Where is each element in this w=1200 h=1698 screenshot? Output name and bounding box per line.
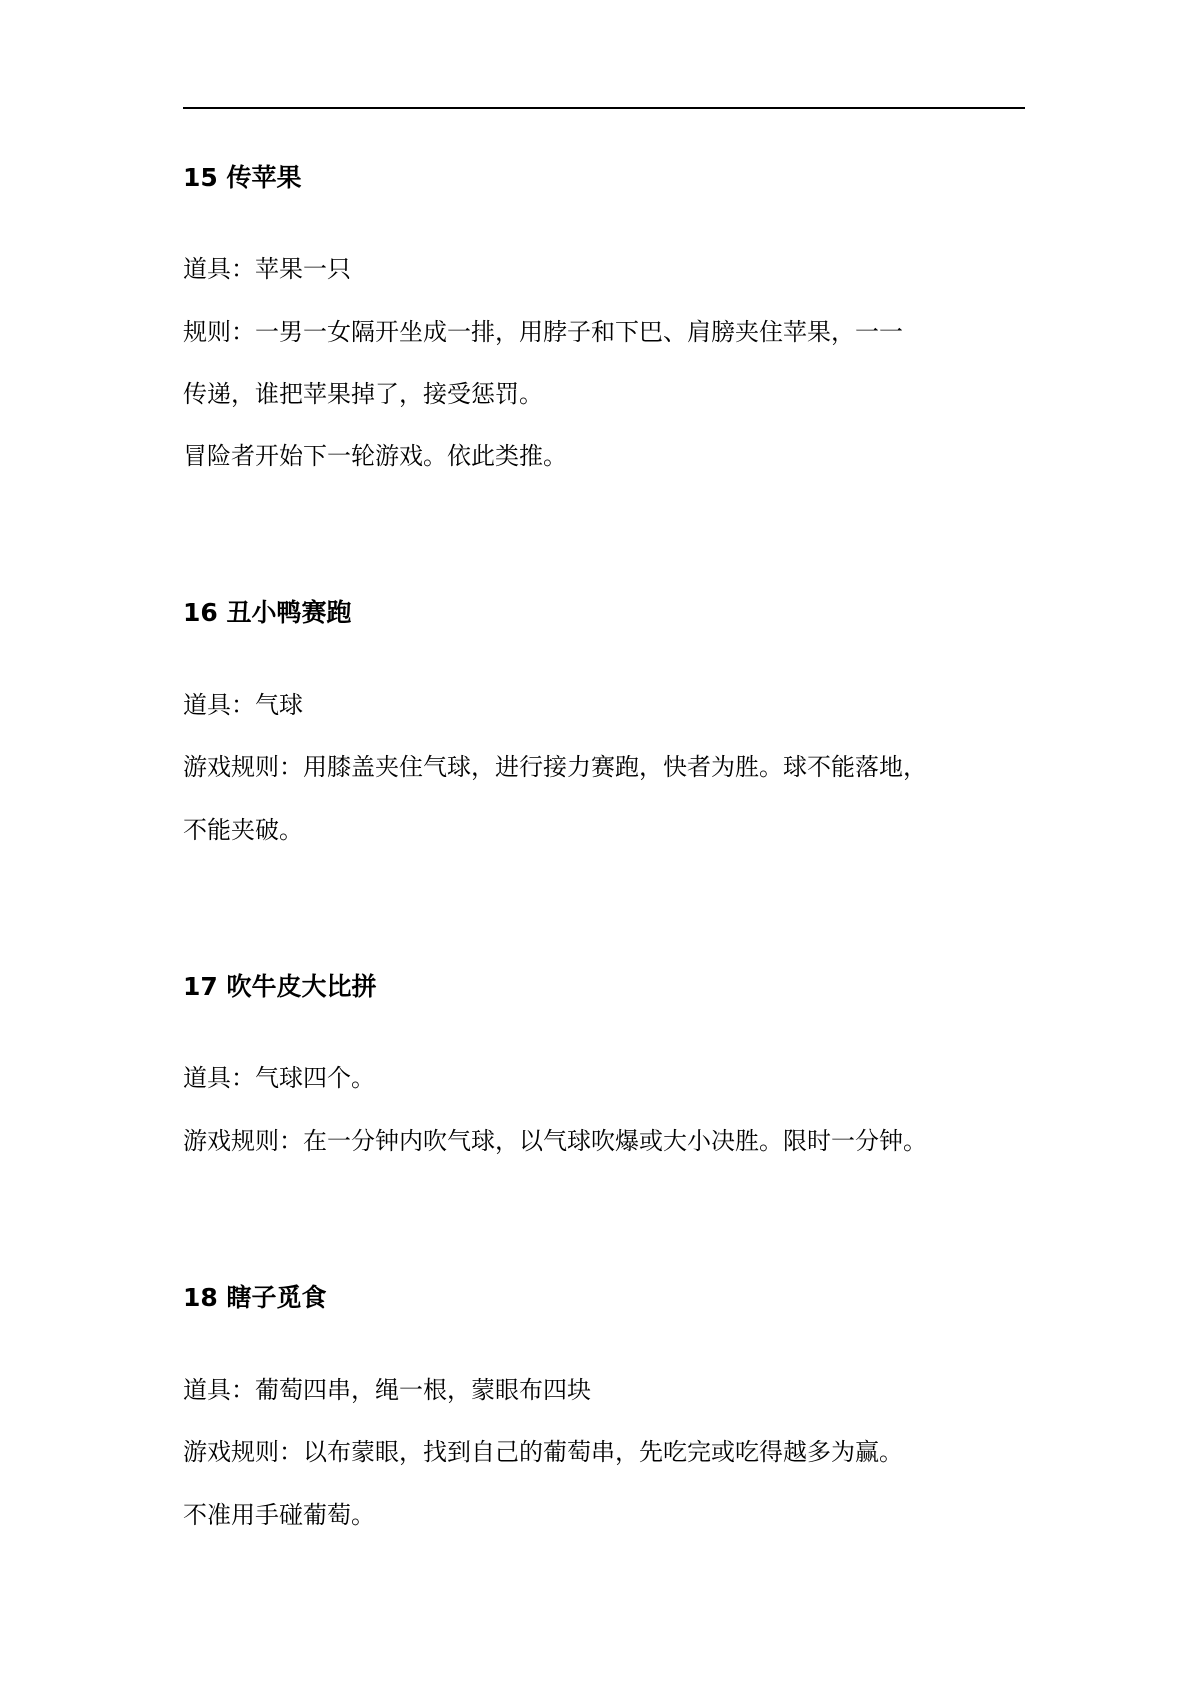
- section-17-props: 道具：气球四个。: [183, 1064, 375, 1092]
- section-title-17: 17 吹牛皮大比拼: [183, 972, 377, 1001]
- section-15-rule-line-2: 传递，谁把苹果掉了，接受惩罚。: [183, 380, 543, 408]
- section-16-rule-line-2: 不能夹破。: [183, 816, 303, 844]
- section-title-18: 18 瞎子觅食: [183, 1283, 327, 1312]
- section-15-props: 道具：苹果一只: [183, 255, 351, 283]
- section-18-rule-line-1: 游戏规则：以布蒙眼，找到自己的葡萄串，先吃完或吃得越多为赢。: [183, 1438, 903, 1466]
- section-15-rule-line-3: 冒险者开始下一轮游戏。依此类推。: [183, 442, 567, 470]
- section-15-rule-line-1: 规则：一男一女隔开坐成一排，用脖子和下巴、肩膀夹住苹果，一一: [183, 318, 903, 346]
- section-16-rule-line-1: 游戏规则：用膝盖夹住气球，进行接力赛跑，快者为胜。球不能落地，: [183, 753, 927, 781]
- section-17-rule-line-1: 游戏规则：在一分钟内吹气球，以气球吹爆或大小决胜。限时一分钟。: [183, 1127, 927, 1155]
- section-18-rule-line-2: 不准用手碰葡萄。: [183, 1501, 375, 1529]
- section-title-15: 15 传苹果: [183, 163, 302, 192]
- section-18-props: 道具：葡萄四串，绳一根，蒙眼布四块: [183, 1376, 591, 1404]
- section-16-props: 道具：气球: [183, 691, 303, 719]
- top-divider: [183, 107, 1025, 109]
- section-title-16: 16 丑小鸭赛跑: [183, 598, 352, 627]
